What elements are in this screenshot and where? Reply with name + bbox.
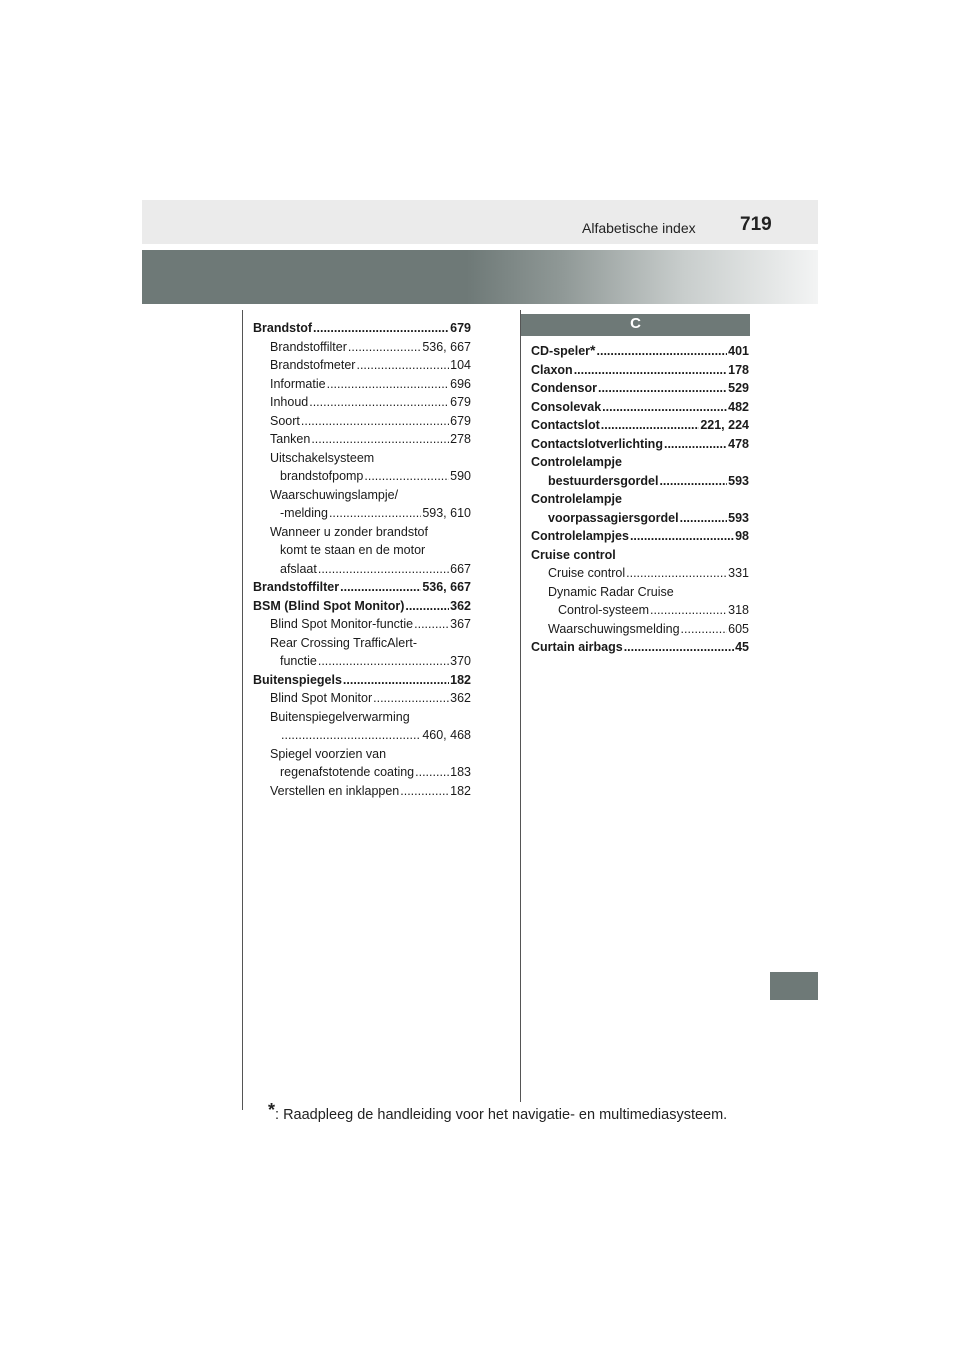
index-entry-page[interactable]: 529 [728,381,749,395]
index-entry-label: functie [280,654,317,668]
index-entry-page[interactable]: 104 [450,358,471,372]
index-entry-page[interactable]: 362 [450,691,471,705]
index-entry-page[interactable]: 178 [728,362,749,377]
index-entry [253,763,471,782]
page-number: 719 [740,214,772,235]
index-entry-leader [680,509,728,528]
index-entry-label: Controlelampje [531,455,622,469]
index-entry-page[interactable]: 370 [450,654,471,668]
footnote-text: : Raadpleeg de handleiding voor het navigatie- en multimediasysteem. [275,1107,728,1123]
index-entry-label: Brandstoffilter [253,580,340,594]
index-entry [253,578,471,597]
index-entry-leader [318,560,449,579]
index-entry-label: Buitenspiegelverwarming [270,709,410,724]
index-entry-page[interactable]: 183 [450,765,471,779]
index-entry-label: bestuurdersgordel [548,473,659,488]
index-entry-label: Claxon [531,362,573,377]
index-entry-page[interactable]: 590 [450,469,471,483]
index-entry-label: Blind Spot Monitor-functie [270,617,414,631]
index-entry [531,453,749,472]
index-entry [531,379,749,398]
index-entry-page[interactable]: 182 [450,672,471,687]
left-column-rule [242,310,243,1110]
index-entry-label: Controlelampjes [531,529,629,543]
header-bar [142,200,818,244]
index-entry [253,319,471,338]
index-entry-label: Contactslotverlichting [531,436,663,451]
index-entry-label: Soort [270,413,300,428]
index-entry-page[interactable]: 593, 610 [422,506,471,520]
index-entry-page[interactable]: 478 [728,436,749,451]
side-thumb-tab [770,972,818,1000]
index-entry-leader [630,527,734,546]
index-entry-page[interactable]: 318 [728,603,749,617]
index-entry-page[interactable]: 367 [450,617,471,631]
index-entry-leader [309,393,449,412]
index-entry [531,527,749,546]
index-entry-leader [624,638,734,657]
index-entry [253,393,471,412]
index-entry-label: Inhoud [270,395,309,409]
index-entry [253,541,471,560]
index-entry-leader [311,430,449,449]
section-letter: C [630,315,641,332]
index-entry-leader [626,564,727,583]
index-entry [531,564,749,583]
index-entry [253,615,471,634]
index-entry-label: Verstellen en inklappen [270,783,400,798]
index-entry-page[interactable]: 679 [450,321,471,335]
index-entry [253,375,471,394]
index-entry-leader [281,726,421,745]
index-entry-page[interactable]: 696 [450,376,471,391]
index-entry-leader [598,379,727,398]
index-entry-label: Brandstoffilter [270,339,347,354]
index-entry-leader [373,689,449,708]
index-entry-leader [650,601,727,620]
index-entry [253,412,471,431]
index-entry-page[interactable]: 221, 224 [700,418,749,432]
index-column-right [531,341,749,657]
index-entry-label: Brandstofmeter [270,358,356,372]
index-entry-label: Brandstof [253,321,313,335]
index-entry-page[interactable]: 98 [735,529,749,543]
header-gradient-band [142,250,818,304]
index-entry-leader [343,671,449,690]
index-entry-label: Tanken [270,432,311,446]
index-entry-page[interactable]: 331 [728,566,749,580]
index-entry [253,338,471,357]
index-entry [253,726,471,745]
index-entry-leader [601,416,700,435]
index-entry-label: CD-speler [531,344,591,358]
index-entry [531,546,749,565]
index-entry [531,472,749,491]
index-entry [531,490,749,509]
index-entry-page[interactable]: 679 [450,413,471,428]
index-entry-label: Waarschuwingsmelding [548,621,680,636]
index-entry [531,398,749,417]
index-entry-leader [348,338,421,357]
index-entry-leader [313,319,449,338]
index-entry-label: Control-systeem [558,603,649,617]
footnote [268,1100,727,1123]
index-entry-label: Wanneer u zonder brandstof [270,524,428,539]
index-entry [531,435,749,454]
index-entry-label: Contactslot [531,418,600,432]
index-entry [531,416,749,435]
index-entry [253,356,471,375]
index-entry-label: Cruise control [548,566,626,580]
index-entry [253,634,471,653]
index-entry-label: komt te staan en de motor [280,543,426,557]
index-entry-leader [340,578,421,597]
index-entry [253,523,471,542]
index-entry-page[interactable]: 482 [728,399,749,414]
index-entry-leader [681,620,728,639]
index-entry-leader [597,342,728,361]
index-entry-page[interactable]: 593 [728,510,749,525]
index-entry-label: Consolevak [531,399,602,414]
index-entry-label: Curtain airbags [531,640,623,654]
index-entry-page[interactable]: 362 [450,598,471,613]
index-entry-leader [318,652,449,671]
index-entry [253,782,471,801]
footnote-star: * [268,1100,276,1120]
index-entry-label: voorpassagiersgordel [548,510,679,525]
index-entry-page[interactable]: 45 [735,640,749,654]
page-header-title: Alfabetische index [582,220,696,236]
index-entry [531,509,749,528]
index-entry [253,652,471,671]
index-entry [253,449,471,468]
index-entry [253,671,471,690]
index-entry-label: brandstofpomp [280,469,364,483]
index-entry-label: BSM (Blind Spot Monitor) [253,598,405,613]
index-entry-leader [327,375,450,394]
index-entry-label: Rear Crossing TrafficAlert- [270,635,418,650]
index-entry-leader [574,361,727,380]
index-entry [531,361,749,380]
index-entry-leader [414,615,449,634]
index-entry [253,560,471,579]
index-entry-page[interactable]: 605 [728,621,749,636]
index-entry-leader [659,472,727,491]
index-entry [531,620,749,639]
index-entry [531,601,749,620]
index-entry-page[interactable]: 679 [450,395,471,409]
index-entry [253,504,471,523]
index-entry-label: Uitschakelsysteem [270,450,375,465]
index-entry-label: Controlelampje [531,492,622,506]
index-entry-footnote-star: * [590,342,596,358]
index-entry-label: regenafstotende coating [280,765,415,779]
index-entry-label: Condensor [531,381,597,395]
index-entry-label: Waarschuwingslampje/ [270,487,399,502]
index-entry-leader [405,597,449,616]
index-entry-page[interactable]: 667 [450,561,471,576]
index-entry-leader [415,763,449,782]
index-entry-label: Buitenspiegels [253,672,342,687]
index-entry [253,689,471,708]
index-entry-leader [400,782,449,801]
index-entry-leader [329,504,421,523]
index-column-left [253,319,471,800]
index-entry [531,583,749,602]
index-entry-page[interactable]: 536, 667 [422,580,471,594]
index-entry-leader [664,435,727,454]
index-entry [253,430,471,449]
index-entry-page[interactable]: 593 [728,473,749,488]
index-entry-label: Dynamic Radar Cruise [548,584,674,599]
index-entry [253,467,471,486]
index-entry-leader [356,356,449,375]
index-entry-label: afslaat [280,561,317,576]
column-divider [520,310,521,1102]
section-letter-bar [521,314,750,336]
index-entry [253,597,471,616]
index-entry-page[interactable]: 182 [450,783,471,798]
index-entry-leader [602,398,727,417]
index-entry-page[interactable]: 460, 468 [422,728,471,742]
index-entry [253,745,471,764]
index-entry [531,341,749,361]
index-entry-label: Blind Spot Monitor [270,691,373,705]
index-entry-page[interactable]: 278 [450,432,471,446]
index-entry-label: -melding [280,506,328,520]
index-entry-leader [364,467,449,486]
index-entry-page[interactable]: 536, 667 [422,339,471,354]
index-entry [531,638,749,657]
index-entry-page[interactable]: 401 [728,344,749,358]
index-entry [253,486,471,505]
index-entry-label: Informatie [270,376,326,391]
index-entry [253,708,471,727]
index-entry-leader [301,412,449,431]
index-entry-label: Spiegel voorzien van [270,746,387,761]
index-entry-label: Cruise control [531,547,616,562]
